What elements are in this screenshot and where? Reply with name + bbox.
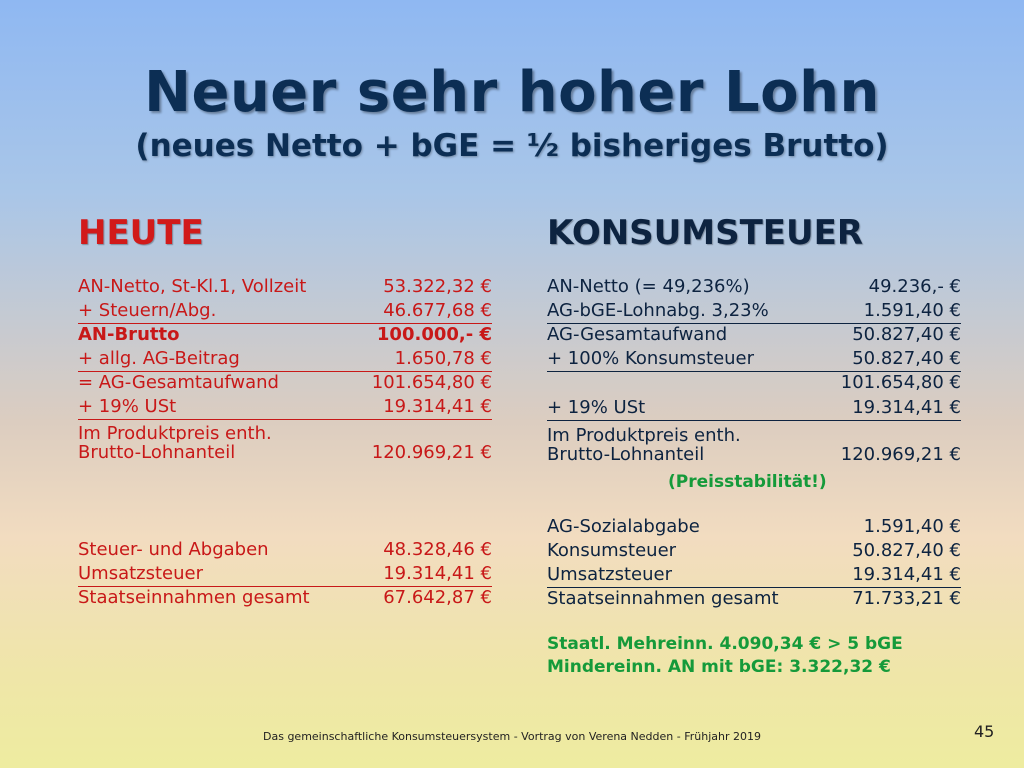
row-label: Brutto-Lohnanteil (78, 442, 236, 463)
page-number: 45 (974, 722, 995, 741)
left-row (78, 395, 492, 420)
row-value: 19.314,41 € (383, 563, 492, 584)
right-summary-row (547, 563, 961, 588)
row-label: Steuer- und Abgaben (78, 539, 269, 560)
row-label: Konsumsteuer (547, 540, 677, 561)
heute-heading: HEUTE (78, 213, 204, 253)
row-label: AN-Brutto (78, 324, 180, 345)
row-value: 19.314,41 € (383, 396, 492, 417)
right-row (547, 347, 961, 372)
left-row (78, 371, 492, 395)
mehreinnahmen-highlight: Staatl. Mehreinn. 4.090,34 € > 5 bGE (547, 634, 903, 654)
row-value: 19.314,41 € (852, 397, 961, 418)
right-row (547, 371, 961, 395)
row-value: 1.591,40 € (863, 516, 961, 537)
right-row (547, 444, 961, 466)
row-label: Umsatzsteuer (547, 564, 673, 585)
right-row (547, 396, 961, 421)
row-value: 101.654,80 € (840, 372, 961, 393)
row-label: Umsatzsteuer (78, 563, 204, 584)
row-value: 49.236,- € (868, 276, 961, 297)
mindereinnahmen-highlight: Mindereinn. AN mit bGE: 3.322,32 € (547, 657, 891, 677)
right-row (547, 323, 961, 347)
row-label: AG-Sozialabgabe (547, 516, 700, 537)
preisstabilitaet-note: (Preisstabilität!) (668, 472, 827, 492)
row-value: 46.677,68 € (383, 300, 492, 321)
row-label: + 100% Konsumsteuer (547, 348, 755, 369)
left-row (78, 299, 492, 324)
left-row (78, 323, 492, 347)
right-summary-row (547, 515, 961, 539)
slide-title: Neuer sehr hoher Lohn (144, 60, 880, 125)
row-value: 48.328,46 € (383, 539, 492, 560)
right-summary-row (547, 539, 961, 563)
right-row (547, 426, 961, 446)
left-row (78, 424, 492, 444)
row-label: Im Produktpreis enth. (78, 423, 272, 444)
row-value: 50.827,40 € (852, 348, 961, 369)
row-value: 50.827,40 € (852, 324, 961, 345)
row-value: 1.591,40 € (863, 300, 961, 321)
row-label: Im Produktpreis enth. (547, 425, 741, 446)
row-label: + 19% USt (78, 396, 177, 417)
left-row (78, 347, 492, 372)
left-row (78, 442, 492, 464)
row-label: + Steuern/Abg. (78, 300, 217, 321)
row-value: 71.733,21 € (852, 588, 961, 609)
row-value: 120.969,21 € (840, 444, 961, 465)
row-value: 53.322,32 € (383, 276, 492, 297)
row-label: AN-Netto (= 49,236%) (547, 276, 750, 297)
row-label: = AG-Gesamtaufwand (78, 372, 279, 393)
row-value: 100.000,- € (376, 324, 492, 345)
row-label: Brutto-Lohnanteil (547, 444, 705, 465)
slide-subtitle: (neues Netto + bGE = ½ bisheriges Brutto) (135, 128, 889, 164)
row-label: AG-Gesamtaufwand (547, 324, 728, 345)
left-summary-row (78, 562, 492, 587)
row-value: 120.969,21 € (371, 442, 492, 463)
konsumsteuer-heading: KONSUMSTEUER (547, 213, 864, 253)
right-row (547, 275, 961, 299)
row-value: 101.654,80 € (371, 372, 492, 393)
row-value: 67.642,87 € (383, 587, 492, 608)
left-row (78, 275, 492, 299)
slide-footer: Das gemeinschaftliche Konsumsteuersystem - Vortrag von Verena Nedden - Frühjahr 2019 (263, 730, 761, 743)
right-summary-row (547, 587, 961, 611)
left-summary-row (78, 586, 492, 610)
row-label: Staatseinnahmen gesamt (78, 587, 310, 608)
row-value: 50.827,40 € (852, 540, 961, 561)
row-label: Staatseinnahmen gesamt (547, 588, 779, 609)
row-value: 1.650,78 € (394, 348, 492, 369)
row-label: AN-Netto, St-Kl.1, Vollzeit (78, 276, 307, 297)
left-summary-row (78, 538, 492, 562)
row-label: + allg. AG-Beitrag (78, 348, 240, 369)
row-label: AG-bGE-Lohnabg. 3,23% (547, 300, 769, 321)
row-label: + 19% USt (547, 397, 646, 418)
row-value: 19.314,41 € (852, 564, 961, 585)
right-row (547, 299, 961, 324)
